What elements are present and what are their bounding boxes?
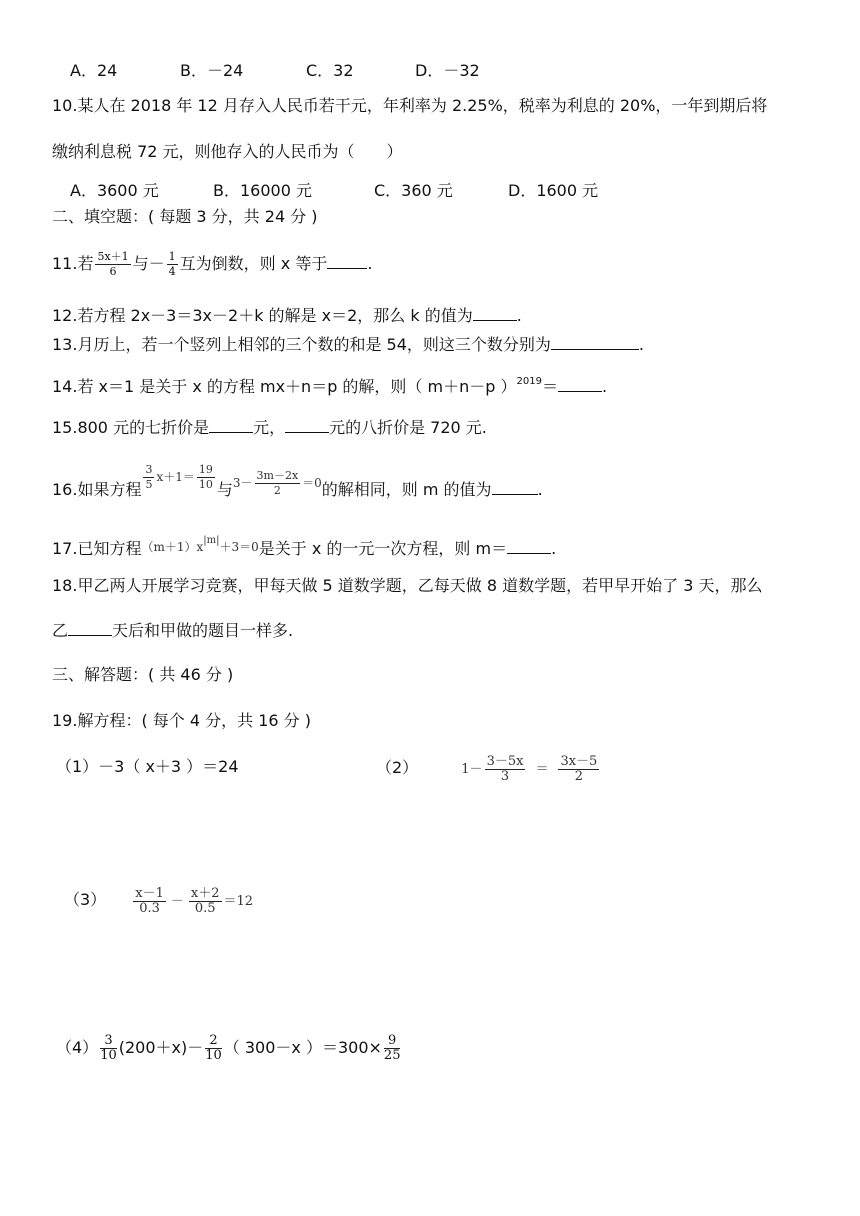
q10-line1: 10.某人在 2018 年 12 月存入人民币若干元，年利率为 2.25%，税率为利息的 20%，一年到期后将: [52, 96, 768, 115]
q17-equation: $(m+1)x^{|m|}+3=0$: [141, 535, 259, 554]
q16-equation-1: 3 5 x＋1＝ 19 10: [145, 463, 213, 491]
q10-line2: 缴纳利息税 72 元，则他存入的人民币为（ ）: [52, 142, 403, 161]
q11-prefix: 11.若: [52, 254, 94, 273]
q13-answer-blank[interactable]: [551, 335, 639, 350]
problem-4-fraction-1: $\frac{3}{10}$: [100, 1033, 117, 1063]
q18-prefix: 乙: [52, 621, 69, 640]
problem-4: [56, 1026, 402, 1070]
problem-2-equation: 1－ $\frac{3-5x}{3}$ ＝ $\frac{3x-5}{2}$: [461, 754, 598, 784]
q9-option-b: B．－24: [180, 61, 244, 80]
q15-text-a: 15.800 元的七折价是: [52, 418, 210, 437]
q14-equals: ＝: [541, 377, 558, 396]
q17-end: .: [551, 539, 557, 558]
q18-line1: 18.甲乙两人开展学习竞赛，甲每天做 5 道数学题，乙每天做 8 道数学题，若甲早开始了 3 天，那么: [52, 576, 763, 595]
problem-4-label: （4）: [56, 1038, 99, 1057]
section2-heading: 二、填空题：( 每题 3 分，共 24 分 ): [52, 207, 318, 226]
q12: [52, 306, 522, 326]
problem-1: （1）－3（ x＋3 ）＝24: [56, 757, 239, 776]
q9-option-d: D．－32: [415, 61, 480, 80]
q18-line2: [52, 621, 293, 641]
q18-answer-blank[interactable]: [68, 621, 112, 636]
problem-2-label: （2）: [376, 758, 419, 777]
q12-text: 12.若方程 2x－3＝3x－2＋k 的解是 x＝2，那么 k 的值为: [52, 306, 473, 325]
q10-option-d: D．1600 元: [508, 181, 599, 200]
problem-3: [64, 880, 253, 920]
problem-4-fraction-2: $\frac{2}{10}$: [205, 1033, 222, 1063]
q19-heading: 19.解方程：( 每个 4 分，共 16 分 ): [52, 711, 311, 730]
q15: [52, 418, 487, 438]
q16: [52, 462, 543, 518]
q16-mid: 与: [216, 480, 233, 499]
q10-option-b: B．16000 元: [213, 181, 312, 200]
q11-mid: 与－: [132, 254, 165, 273]
q14: [52, 372, 607, 397]
q15-text-b: 元，: [253, 418, 286, 437]
q17-text: 是关于 x 的一元一次方程，则 m＝: [258, 539, 508, 558]
problem-3-label: （3）: [64, 890, 107, 909]
problem-4-term-2: （ 300－x ）＝300×: [223, 1038, 382, 1057]
q14-text: 14.若 x＝1 是关于 x 的方程 mx＋n＝p 的解，则（ m＋n－p ）: [52, 377, 517, 396]
q17-prefix: 17.已知方程: [52, 539, 142, 558]
q10-option-c: C．360 元: [374, 181, 453, 200]
q9-option-a: A．24: [70, 61, 118, 80]
q16-end: .: [537, 480, 543, 499]
q11-text: 互为倒数，则 x 等于: [179, 254, 328, 273]
q16-answer-blank[interactable]: [492, 480, 538, 495]
q16-equation-2: 3－ 3m－2x 2 ＝0: [232, 469, 322, 497]
q14-answer-blank[interactable]: [558, 377, 602, 392]
q11-fraction-1: $\frac{5x+1}{6}$: [97, 250, 129, 278]
q14-exponent: 2019: [516, 376, 542, 387]
q13-end: .: [638, 335, 644, 354]
q16-text: 的解相同，则 m 的值为: [321, 480, 492, 499]
q14-end: .: [601, 377, 608, 396]
problem-3-equation: $\frac{x-1}{0.3}$ － $\frac{x+2}{0.5}$ ＝12: [135, 886, 254, 916]
q16-prefix: 16.如果方程: [52, 480, 142, 499]
q11-fraction-2: $\frac{1}{4}$: [168, 250, 176, 278]
q10-option-a: A．3600 元: [70, 181, 159, 200]
q15-answer-blank-1[interactable]: [209, 418, 253, 433]
problem-2: [376, 748, 601, 788]
q12-end: .: [516, 306, 522, 325]
q11-answer-blank[interactable]: [327, 254, 367, 269]
q17-answer-blank[interactable]: [507, 539, 551, 554]
q12-answer-blank[interactable]: [473, 306, 517, 321]
q15-answer-blank-2[interactable]: [285, 418, 329, 433]
q18-text: 天后和甲做的题目一样多.: [112, 621, 294, 640]
q9-option-c: C．32: [306, 61, 354, 80]
q11-end: .: [367, 254, 373, 273]
q13-text: 13.月历上，若一个竖列上相邻的三个数的和是 54，则这三个数分别为: [52, 335, 551, 354]
q11: [52, 246, 372, 282]
problem-4-fraction-3: $\frac{9}{25}$: [383, 1033, 401, 1063]
q13: [52, 335, 644, 355]
problem-4-term-1: (200＋x)－: [118, 1038, 204, 1057]
q17: [52, 534, 556, 560]
q15-text-c: 元的八折价是 720 元.: [329, 418, 487, 437]
section3-heading: 三、解答题：( 共 46 分 ): [52, 665, 234, 684]
